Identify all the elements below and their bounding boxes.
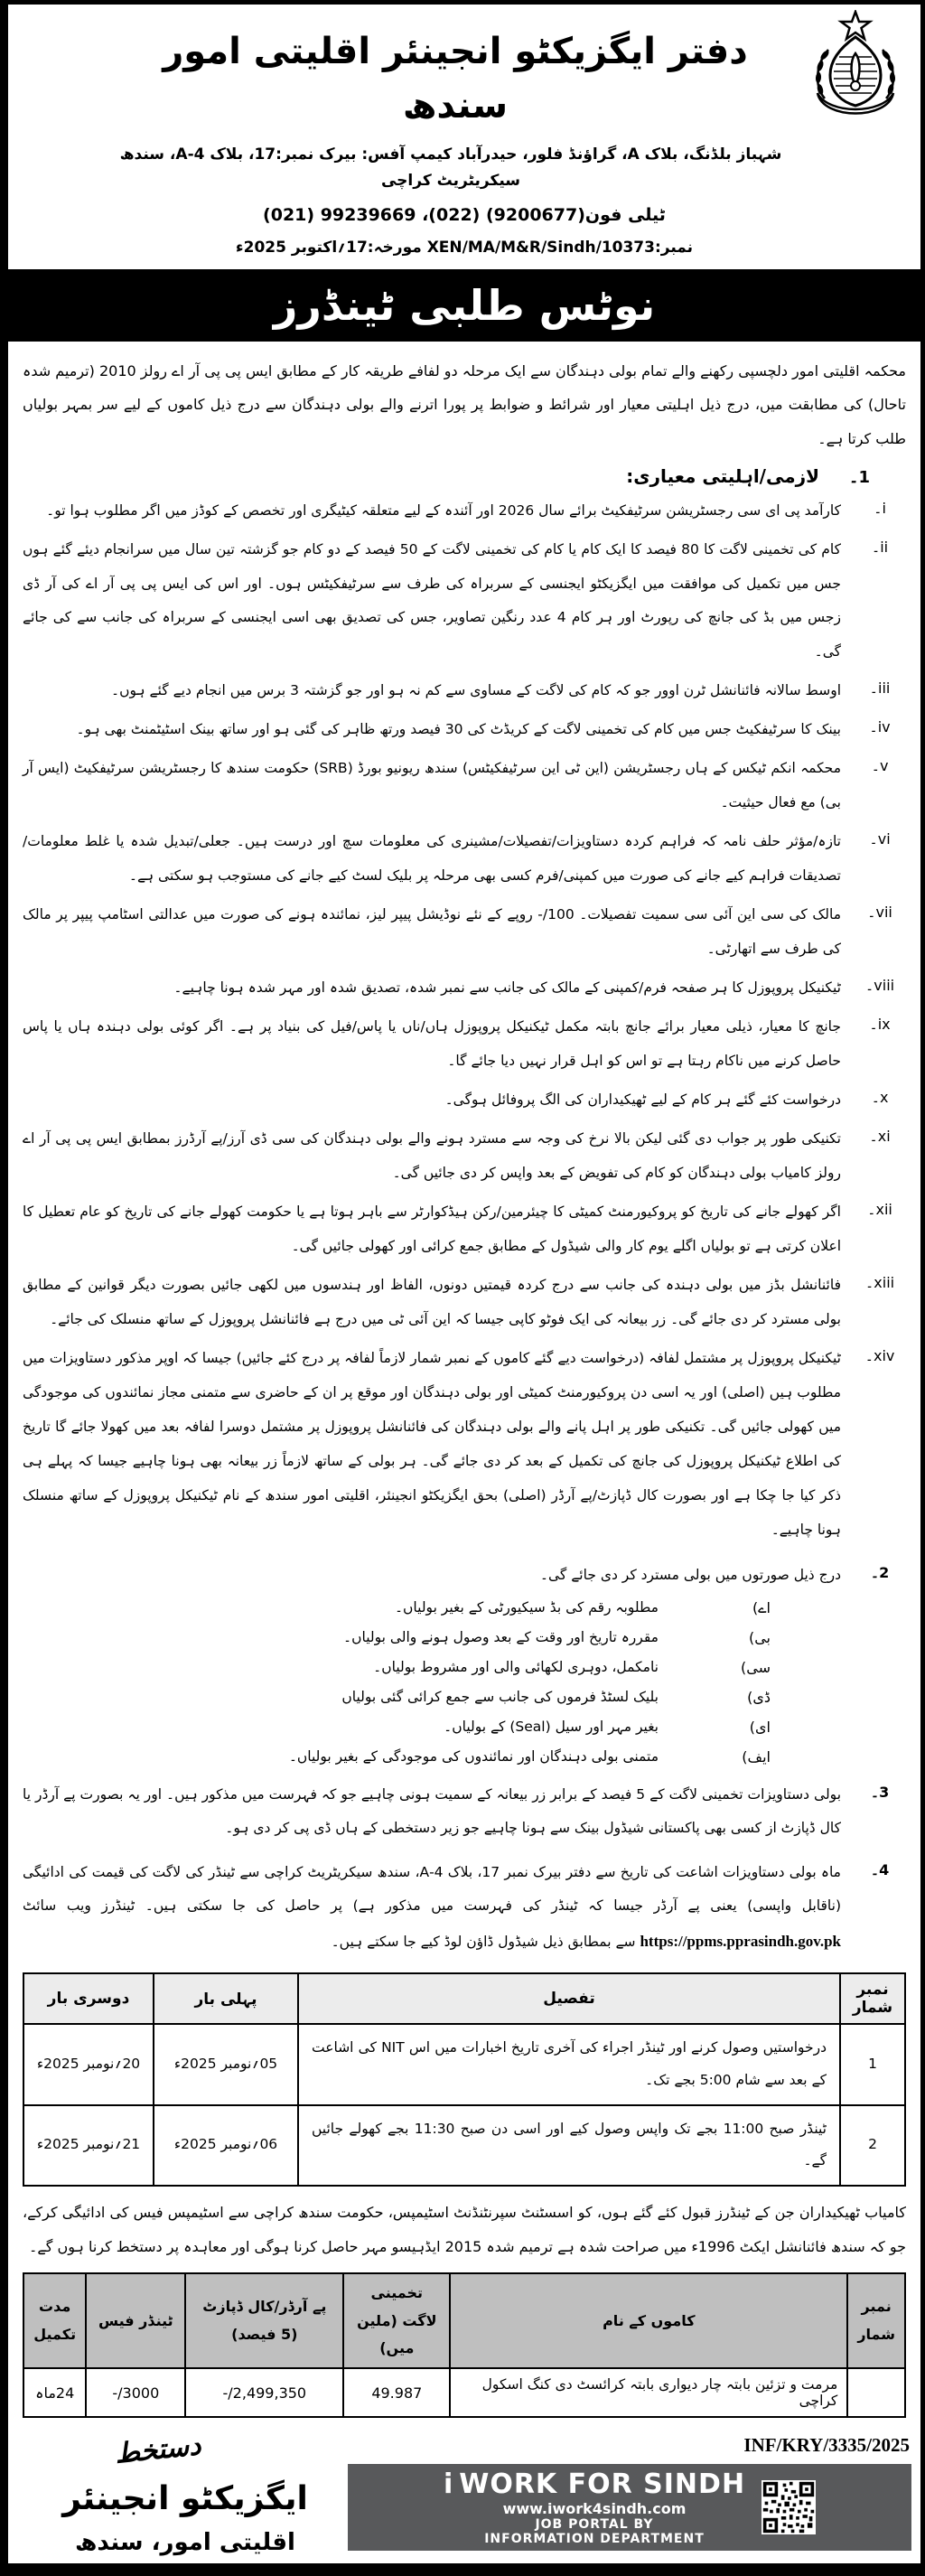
rejection-item-b <box>23 1629 771 1646</box>
criteria-item-vii <box>23 898 906 967</box>
section-4-text-before: ماہ بولی دستاویزات اشاعت کی تاریخ سے دفتر بیرک نمبر 17، بلاک 4-A، سندھ سیکریٹریٹ کراچی سے ٹینڈر کی لاگت کی قیمت کی ادائیگی (ناقابل واپسی) یعنی پے آرڈر جیسا کہ ٹینڈر کی فہرست میں مذکور ہے) پر حاصل کی جا سکتی ہیں۔ ٹینڈرز ویب سائٹ <box>23 1864 841 1915</box>
subitem-text: بغیر مہر اور سیل (Seal) کے بولیاں۔ <box>444 1718 659 1735</box>
table-row <box>23 2368 905 2417</box>
criteria-item-ix <box>23 1010 906 1079</box>
work-banner-title: WORK FOR SINDH <box>459 2468 746 2501</box>
item-text: تازہ/مؤثر حلف نامہ کہ فراہم کردہ دستاویزات/تفصیلات/مشینری کی معلومات سچ اور درست ہیں۔ جعلی/تبدیل شدہ یا غلط معلومات/تصدیقات فراہم کیے جانے کی صورت میں کمپنی/فرم کسی بھی مرحلہ پر بلیک لسٹ کیے جانے کی مستوجب ہو سکتی ہے۔ <box>23 833 841 885</box>
section-3-text: بولی دستاویزات تخمینی لاگت کے 5 فیصد کے برابر زر بیعانہ کے سمیت ہونی چاہیے جو کہ فہرست میں مذکور ہیں۔ اور یہ بصورت پے آرڈر یا کال ڈپازٹ از کسی بھی پاکستانی شیڈول بینک سے ہونا چاہیے جو زیر دستخطی کے ہاں ڈی پی کر دی ہو۔ <box>23 1785 842 1837</box>
criteria-item-iii <box>23 674 906 708</box>
section-3 <box>23 1778 906 1845</box>
item-text: ٹیکنیکل پروپوزل پر مشتمل لفافہ (درخواست دیے گئے کاموں کے نمبر شمار لازماً لفافہ پر درج کئے جائیں) جیسا کہ اوپر مذکور دستاویزات میں مطلوب ہیں (اصلی) اور یہ اسی دن پروکیورمنٹ کمیٹی اور بولی دہندگان اور موقع پر ان کے حاضری سے متمنی مجاز نمائندوں کی موجودگی میں کھولی جائیں گی۔ تکنیکی طور پر اہل پانے والے بولی دہندگان کی فائنانشل پروپوزل پر مشتمل دوسرا لفافہ بعد میں کھولا جائے گا تاریخ کی اطلاع ٹیکنیکل پروپوزل کی جانچ کی تکمیل کے بعد کر دی جائے گی۔ ہر بولی کے ساتھ لازماً زر بیعانہ بھی ہونا چاہیے جیسا کہ پہلے ہی ذکر کیا جا چکا ہے اور بصورت کال ڈپازٹ/پے آرڈر (اصلی) بحق ایگزیکٹو انجینئر، اقلیتی امور سندھ کے نام ٹیکنیکل پروپوزل کے ساتھ منسلک ہونا چاہیے۔ <box>23 1349 841 1538</box>
item-text: اگر کھولے جانے کی تاریخ کو پروکیورمنٹ کمیٹی کا چیئرمین/رکن ہیڈکوارٹر سے باہر ہوتا ہے یا حکومت کھولے جانے کی تاریخ کو عام تعطیل کا اعلان کرتی ہے تو بولیاں اگلے یوم کار والی شیڈول کے مطابق جمع کرائی اور کھولی جائیں گی۔ <box>23 1203 841 1254</box>
qr-code-icon <box>761 2480 816 2534</box>
item-text: کام کی تخمینی لاگت کا 80 فیصد کا ایک کام یا کام کی تخمینی لاگت کے 50 فیصد کے دو کام جو گزشتہ تین سال میں سرانجام دیئے گئے ہوں جس میں تکمیل کی موافقت میں ایگزیکٹو ایجنسی کے سربراہ کی طرف سے سرٹیفکیٹس ہوں۔ اور اس کی ایس پی پی آر اے کی آر ڈی زجس میں بڈ کی جانچ کی رپورٹ اور ہر کام 4 عدد رنگین تصاویر، جس کی تصدیق بھی اسی ایجنسی کے سربراہ کی جانب سے کی جائے گی۔ <box>23 540 841 660</box>
table-row <box>23 2105 905 2186</box>
col-detail: تفصیل <box>298 1973 840 2024</box>
criteria-item-vi <box>23 825 906 894</box>
section-2-number: 2۔ <box>870 1563 890 1581</box>
work-banner-line1: JOB PORTAL BY <box>535 2517 654 2533</box>
item-text: تکنیکی طور پر جواب دی گئی لیکن بالا نرخ کی وجہ سے مسترد ہونے والے بولی دہندگان کی سی ڈی آرز/پے آرڈرز بمطابق ایس پی پی آر اے رولز کامیاب بولی دہندگان کو کام کی تفویض کے بعد واپس کر دی جائیں گی۔ <box>23 1130 841 1181</box>
item-marker: ix۔ <box>869 1016 891 1034</box>
subitem-label: سی) <box>741 1658 771 1676</box>
item-text: بینک کا سرٹیفکیٹ جس میں کام کی تخمینی لاگت کے کریڈٹ کی 30 فیصد ورتھ ظاہر کی گئی ہو اور ساتھ بینک اسٹیٹمنٹ بھی ہو۔ <box>76 721 841 738</box>
item-marker: ii۔ <box>871 538 889 556</box>
criteria-item-x <box>23 1083 906 1118</box>
criteria-item-xiv <box>23 1342 906 1548</box>
cell-tender-fee: 3000/- <box>86 2368 185 2417</box>
item-text: فائنانشل بڈز میں بولی دہندہ کی جانب سے درج کردہ قیمتیں دونوں، الفاظ اور ہندسوں میں لکھی جائیں بصورت دیگر قوانین کے مطابق بولی مسترد کر دی جائے گی۔ زر بیعانہ کی ایک فوٹو کاپی جیسا کہ این آئی ٹی میں درج ہے فائنانشل پروپوزل کے ساتھ منسلک کی جائے۔ <box>23 1276 841 1327</box>
item-text: کارآمد پی ای سی رجسٹریشن سرٹیفکیٹ برائے سال 2026 اور آئندہ کے لیے متعلقہ کیٹیگری اور تخصص کے کوڈز میں اگر مطلوب ہوا تو۔ <box>46 501 841 519</box>
works-table <box>23 2272 906 2418</box>
table-row <box>23 2024 905 2104</box>
inf-number: INF/KRY/3335/2025 <box>743 2434 910 2457</box>
signature-block <box>23 2431 348 2556</box>
item-marker: xiii۔ <box>864 1273 895 1291</box>
col-tender-fee: ٹینڈر فیس <box>86 2273 185 2368</box>
col-second-time: دوسری بار <box>23 1973 154 2024</box>
section-1-number: 1۔ <box>848 467 870 487</box>
subitem-label: اے) <box>752 1598 771 1616</box>
signature: دستخط <box>113 2430 203 2471</box>
criteria-item-xii <box>23 1195 906 1264</box>
cell-first-date: 06؍نومبر 2025ء <box>154 2105 298 2186</box>
item-marker: viii۔ <box>864 977 895 995</box>
rejection-item-c <box>23 1659 771 1676</box>
rejection-item-e <box>23 1719 771 1736</box>
subitem-text: نامکمل، دوہری لکھائی والی اور مشروط بولیاں۔ <box>373 1658 659 1675</box>
item-marker: vi۔ <box>869 830 891 848</box>
intro-paragraph: محکمہ اقلیتی امور دلچسپی رکھنے والے تمام بولی دہندگان سے ایک مرحلہ دو لفافے طریقہ کار کے مطابق ایس پی پی آر اے رولز 2010 (ترمیم شدہ تاحال) کی مطابقت میں، درج ذیل اہلیتی معیار اور شرائط و ضوابط پر پورا اترنے والے بولی دہندگان سے درج ذیل کاموں کے لیے سر بمہر بولیاں طلب کرتا ہے۔ <box>23 361 907 447</box>
tender-website-link[interactable]: https://ppms.pprasindh.gov.pk <box>640 1932 841 1950</box>
section-2-heading <box>23 1559 906 1592</box>
cell-second-date: 20؍نومبر 2025ء <box>23 2024 154 2104</box>
criteria-item-xi <box>23 1122 906 1191</box>
office-phone: ٹیلی فون(9200677) (022)، 99239669 (021) <box>263 204 666 225</box>
section-4-text <box>23 1856 841 1960</box>
item-text: ٹیکنیکل پروپوزل کا ہر صفحہ فرم/کمپنی کے مالک کی جانب سے نمبر شدہ، تصدیق شدہ اور مہر شدہ ہونا چاہیے۔ <box>173 979 841 997</box>
cell-second-date: 21؍نومبر 2025ء <box>23 2105 154 2186</box>
subitem-text: مقررہ تاریخ اور وقت کے بعد وصول ہونے والی بولیاں۔ <box>343 1628 659 1645</box>
subitem-text: متمنی بولی دہندگان اور نمائندوں کی موجودگی کے بغیر بولیاں۔ <box>288 1747 659 1765</box>
letterhead <box>8 5 920 269</box>
col-pay-order-deposit: پے آرڈر/کال ڈپازٹ (5 فیصد) <box>185 2273 343 2368</box>
footer <box>8 2427 920 2563</box>
criteria-item-iv <box>23 713 906 747</box>
table-header-row <box>23 1973 905 2024</box>
item-text: جانچ کا معیار، ذیلی معیار برائے جانچ بابتہ مکمل ٹیکنیکل پروپوزل ہاں/ناں یا پاس/فیل کی بنیاد پر ہے۔ اگر کوئی بولی دہندہ ہاں یا پاس حاصل کرنے میں ناکام رہتا ہے تو اس کو اہل قرار نہیں دیا جائے گا۔ <box>23 1018 841 1070</box>
item-text: اوسط سالانہ فائنانشل ٹرن اوور جو کہ کام کی لاگت کے مساوی سے کم نہ ہو اور جو گزشتہ 3 برس میں انجام دیے گئے ہوں۔ <box>111 682 841 699</box>
rejection-item-d <box>23 1689 771 1706</box>
section-4-text-after: سے بمطابق ذیل شیڈول ڈاؤن لوڈ کیے جا سکتے ہیں۔ <box>331 1933 636 1950</box>
reference-number-line: نمبر:XEN/MA/M&R/Sindh/10373 مورخہ:17؍اکتوبر 2025ء <box>235 238 694 257</box>
stamp-fee-note: کامیاب ٹھیکیداران جن کے ٹینڈرز قبول کئے گئے ہوں، کو اسسٹنٹ سپرنٹنڈنٹ اسٹیمپس، حکومت سندھ کراچی سے اسٹیمپس فیس کی ادائیگی کرکے، جو کہ سندھ فائنانشل ایکٹ 1996ء میں صراحت شدہ ہے ترمیم شدہ 2015 ایڈہیسو مہر حاصل کرنا ہوگی اور معاہدہ پر دستخط کرنا ہوں گے۔ <box>23 2203 906 2255</box>
col-estimated-cost: تخمینی لاگت (ملین میں) <box>343 2273 450 2368</box>
cell-serial <box>847 2368 905 2417</box>
item-marker: iii۔ <box>869 679 891 698</box>
col-serial-no: نمبر شمار <box>847 2273 905 2368</box>
work-banner-text <box>444 2468 745 2546</box>
cell-deposit: 2,499,350/- <box>185 2368 343 2417</box>
government-of-sindh-emblem-icon <box>798 10 913 126</box>
item-marker: i۔ <box>874 499 886 517</box>
notice-banner-title: نوٹس طلبی ٹینڈرز <box>273 280 656 330</box>
cell-serial: 2 <box>840 2105 905 2186</box>
table-header-row <box>23 2273 905 2368</box>
footer-right <box>348 2431 911 2556</box>
cell-serial: 1 <box>840 2024 905 2104</box>
subitem-label: ای) <box>749 1718 771 1736</box>
section-4 <box>23 1856 906 1960</box>
item-text: مالک کی سی این آئی سی سمیت تفصیلات۔ 100/- روپے کے نئے نوڈیشل پیپر لیز، نمائندہ ہونے کی صورت میں عدالتی اسٹامپ پیپر پر مالک کی طرف سے اتھارٹی۔ <box>23 906 841 958</box>
criteria-item-viii <box>23 971 906 1006</box>
notice-banner <box>8 269 920 342</box>
section-4-number: 4۔ <box>870 1861 890 1879</box>
col-completion-period: مدت تکمیل <box>23 2273 86 2368</box>
cell-completion-period: 24ماہ <box>23 2368 86 2417</box>
work-banner-url[interactable]: www.iwork4sindh.com <box>502 2500 687 2518</box>
cell-first-date: 05؍نومبر 2025ء <box>154 2024 298 2104</box>
rejection-item-f <box>23 1748 771 1766</box>
item-marker: iv۔ <box>869 718 891 736</box>
subitem-label: ایف) <box>742 1747 771 1766</box>
notice-body <box>8 352 920 2419</box>
subitem-label: بی) <box>748 1628 771 1646</box>
rejection-item-a <box>23 1599 771 1616</box>
col-work-name: کاموں کے نام <box>450 2273 847 2368</box>
section-2-text: درج ذیل صورتوں میں بولی مسترد کر دی جائے گی۔ <box>539 1566 841 1583</box>
signer-title: ایگزیکٹو انجینئر <box>62 2480 308 2518</box>
cell-detail: ٹینڈر صبح 11:00 بجے تک واپس وصول کیے اور اسی دن صبح 11:30 بجے کھولے جائیں گے۔ <box>298 2105 840 2186</box>
item-marker: xii۔ <box>867 1200 892 1218</box>
criteria-item-v <box>23 752 906 820</box>
work-for-sindh-logo <box>444 2468 745 2500</box>
subitem-label: ڈی) <box>747 1688 771 1706</box>
i-logo-icon: i <box>443 2468 454 2501</box>
col-first-time: پہلی بار <box>154 1973 298 2024</box>
cell-estimated-cost: 49.987 <box>343 2368 450 2417</box>
criteria-item-i <box>23 494 906 529</box>
subitem-text: مطلوبہ رقم کی بڈ سیکیورٹی کے بغیر بولیاں۔ <box>394 1598 659 1616</box>
item-text: محکمہ انکم ٹیکس کے ہاں رجسٹریشن (این ٹی این سرٹیفکیٹس) سندھ ریونیو بورڈ (SRB) حکومت سندھ کا رجسٹریشن سرٹیفکیٹ (ایس آر بی) مع فعال حیثیت۔ <box>23 760 841 811</box>
section-1-heading <box>23 465 870 487</box>
item-marker: vii۔ <box>867 904 892 922</box>
item-marker: xiv۔ <box>864 1346 895 1364</box>
subitem-text: بلیک لسٹڈ فرموں کی جانب سے جمع کرائی گئی بولیاں <box>341 1688 659 1705</box>
cell-detail: درخواستیں وصول کرنے اور ٹینڈر اجراء کی آخری تاریخ اخبارات میں اس NIT کی اشاعت کے بعد سے شام 5:00 بجے تک۔ <box>298 2024 840 2104</box>
item-marker: x۔ <box>871 1089 889 1107</box>
item-text: درخواست کئے گئے ہر کام کے لیے ٹھیکیداران کی الگ پروفائل ہوگی۔ <box>444 1091 841 1109</box>
criteria-item-xiii <box>23 1269 906 1337</box>
cell-work-name: مرمت و تزئین بابتہ چار دیواری بابتہ کرائسٹ دی کنگ اسکول کراچی <box>450 2368 847 2417</box>
item-marker: v۔ <box>871 757 889 775</box>
criteria-item-ii <box>23 533 906 670</box>
office-address: شہباز بلڈنگ، بلاک A، گراؤنڈ فلور، حیدرآباد کیمپ آفس: بیرک نمبر:17، بلاک 4-A، سندھ سیکریٹریٹ کراچی <box>119 145 782 190</box>
office-title: دفتر ایگزیکٹو انجینئر اقلیتی امور سندھ <box>163 31 748 126</box>
work-for-sindh-banner <box>348 2464 911 2551</box>
section-1-title: لازمی/اہلیتی معیاری: <box>626 464 819 487</box>
col-serial-no: نمبر شمار <box>840 1973 905 2024</box>
section-3-number: 3۔ <box>870 1783 890 1801</box>
tender-schedule-table <box>23 1972 906 2187</box>
signer-department: اقلیتی امور، سندھ <box>75 2529 295 2557</box>
work-banner-line2: INFORMATION DEPARTMENT <box>484 2532 705 2547</box>
item-marker: xi۔ <box>869 1128 891 1146</box>
